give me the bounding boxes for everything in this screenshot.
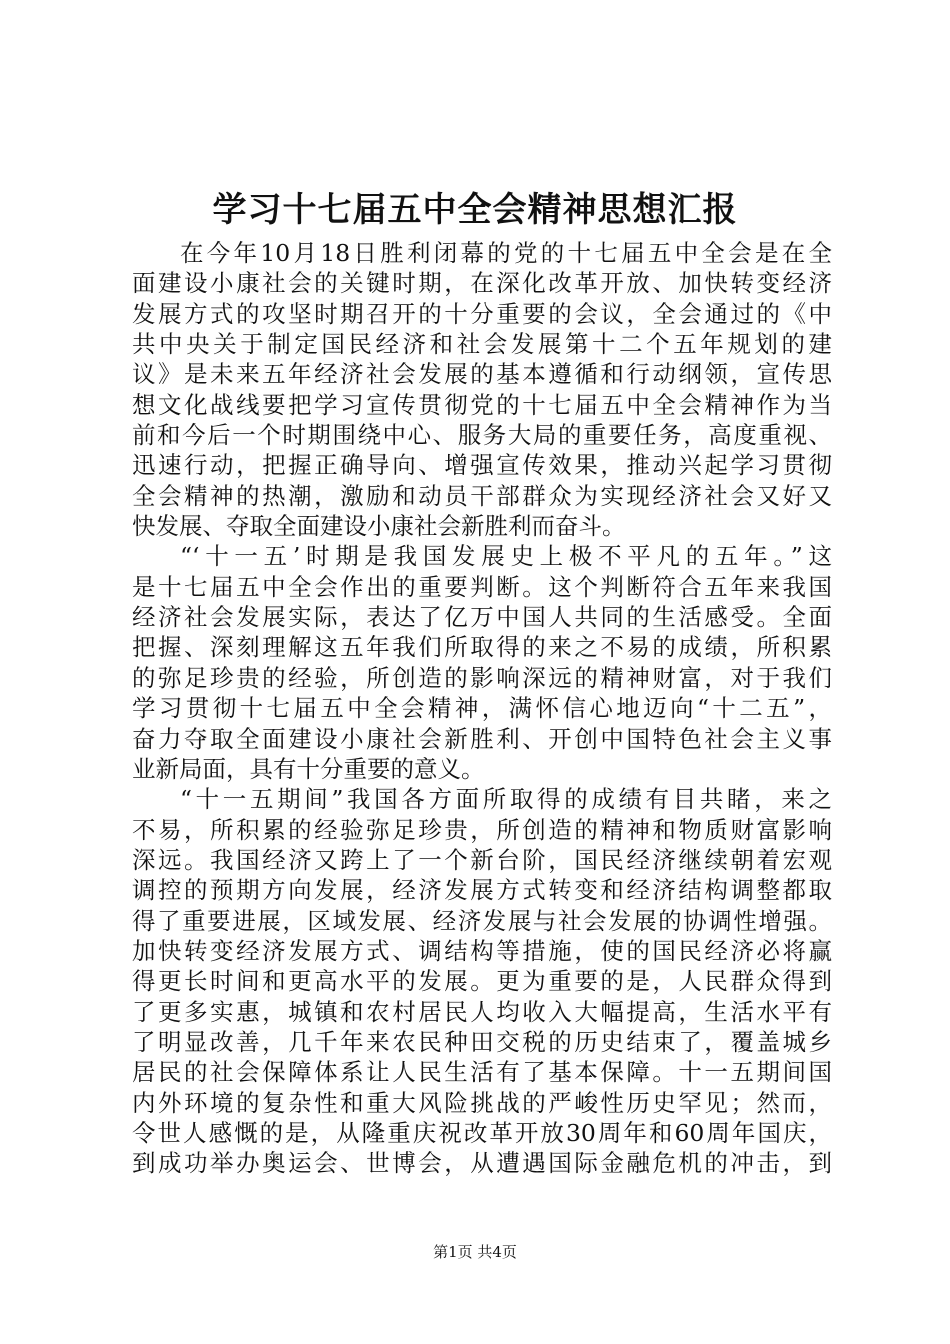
text-line: 是十七届五中全会作出的重要判断。这个判断符合五年来我国 — [132, 572, 832, 601]
text-line: 学习贯彻十七届五中全会精神，满怀信心地迈向“十二五”， — [132, 694, 832, 723]
text-line: 调控的预期方向发展，经济发展方式转变和经济结构调整都取 — [132, 876, 832, 905]
paragraph — [132, 541, 832, 784]
document-title: 学习十七届五中全会精神思想汇报 — [212, 190, 738, 230]
text-line: 加快转变经济发展方式、调结构等措施，使的国民经济必将赢 — [132, 936, 832, 965]
text-line: 全会精神的热潮，激励和动员干部群众为实现经济社会又好又 — [132, 481, 832, 510]
text-line: 令世人感慨的是，从隆重庆祝改革开放30周年和60周年国庆， — [132, 1118, 832, 1147]
page-footer: 第1页 共4页 — [433, 1243, 517, 1261]
text-line: 发展方式的攻坚时期召开的十分重要的会议，全会通过的《中 — [132, 299, 832, 328]
text-line: 在今年10月18日胜利闭幕的党的十七届五中全会是在全 — [180, 239, 832, 267]
text-line: 想文化战线要把学习宣传贯彻党的十七届五中全会精神作为当 — [132, 390, 832, 419]
text-line: “‘十一五’时期是我国发展史上极不平凡的五年。”这 — [180, 542, 832, 571]
text-line: 得更长时间和更高水平的发展。更为重要的是，人民群众得到 — [132, 967, 832, 996]
text-line: 居民的社会保障体系让人民生活有了基本保障。十一五期间国 — [132, 1058, 832, 1087]
paragraph — [132, 784, 832, 1178]
text-line: 了明显改善，几千年来农民种田交税的历史结束了，覆盖城乡 — [132, 1027, 832, 1056]
text-line: 的弥足珍贵的经验，所创造的影响深远的精神财富，对于我们 — [132, 663, 832, 692]
text-line: 议》是未来五年经济社会发展的基本遵循和行动纲领，宣传思 — [132, 360, 832, 389]
text-line: 内外环境的复杂性和重大风险挑战的严峻性历史罕见；然而， — [132, 1088, 832, 1117]
text-line: 深远。我国经济又跨上了一个新台阶，国民经济继续朝着宏观 — [132, 845, 832, 874]
text-line: 得了重要进展，区域发展、经济发展与社会发展的协调性增强。 — [132, 906, 832, 935]
text-line: 共中央关于制定国民经济和社会发展第十二个五年规划的建 — [132, 330, 832, 359]
text-line: 奋力夺取全面建设小康社会新胜利、开创中国特色社会主义事 — [132, 724, 832, 753]
text-line: 不易，所积累的经验弥足珍贵，所创造的精神和物质财富影响 — [132, 815, 832, 844]
text-line: 把握、深刻理解这五年我们所取得的来之不易的成绩，所积累 — [132, 633, 832, 662]
text-line: 到成功举办奥运会、世博会，从遭遇国际金融危机的冲击，到 — [132, 1149, 832, 1178]
text-line: 经济社会发展实际，表达了亿万中国人共同的生活感受。全面 — [132, 603, 832, 632]
paragraph — [132, 238, 832, 541]
text-line: 业新局面，具有十分重要的意义。 — [132, 754, 485, 783]
text-line: 快发展、夺取全面建设小康社会新胜利而奋斗。 — [132, 512, 626, 541]
document-body — [132, 238, 832, 1179]
text-line: “十一五期间”我国各方面所取得的成绩有目共睹，来之 — [180, 785, 832, 814]
text-line: 面建设小康社会的关键时期，在深化改革开放、加快转变经济 — [132, 269, 832, 298]
text-line: 迅速行动，把握正确导向、增强宣传效果，推动兴起学习贯彻 — [132, 451, 832, 480]
text-line: 前和今后一个时期围绕中心、服务大局的重要任务，高度重视、 — [132, 421, 832, 450]
text-line: 了更多实惠，城镇和农村居民人均收入大幅提高，生活水平有 — [132, 997, 832, 1026]
